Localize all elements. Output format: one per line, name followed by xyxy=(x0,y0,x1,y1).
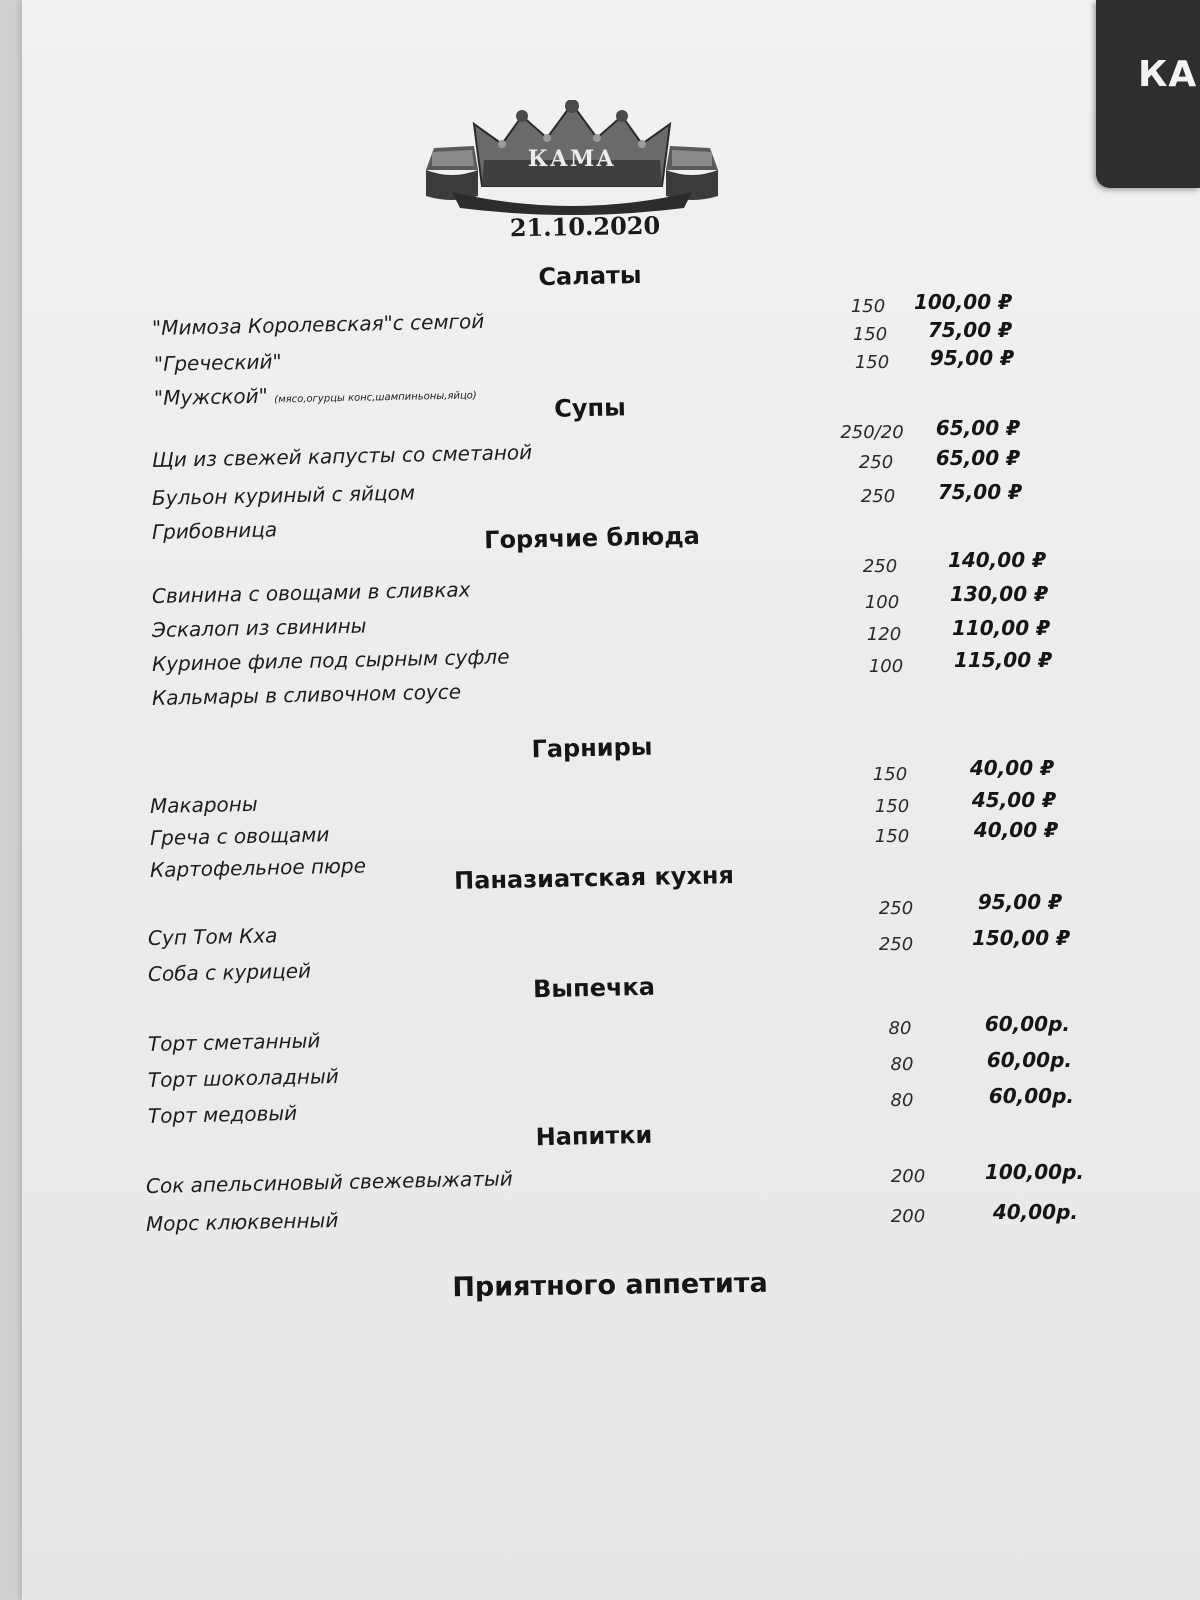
item-name: "Мужской" xyxy=(153,383,269,410)
item-name: Свинина с овощами в сливках xyxy=(151,577,471,608)
item-weight: 100 xyxy=(868,656,904,677)
item-name: Щи из свежей капусты со сметаной xyxy=(151,440,533,472)
section-heading: Супы xyxy=(553,393,627,423)
item-price: 140,00 ₽ xyxy=(947,548,1046,572)
item-weight: 200 xyxy=(890,1166,926,1187)
item-name: Торт сметанный xyxy=(147,1028,321,1056)
item-note: (мясо,огурцы конс,шампиньоны,яйцо) xyxy=(274,390,477,406)
corner-sign-text: КА xyxy=(1138,54,1198,95)
item-price: 115,00 ₽ xyxy=(953,648,1052,672)
item-name: Суп Том Кха xyxy=(147,923,278,950)
item-price: 40,00р. xyxy=(992,1200,1078,1224)
item-name: Бульон куриный с яйцом xyxy=(151,480,416,510)
section-heading: Горячие блюда xyxy=(483,521,701,555)
item-name: Сок апельсиновый свежевыжатый xyxy=(145,1166,513,1198)
item-name: "Греческий" xyxy=(153,349,282,376)
item-price: 65,00 ₽ xyxy=(935,416,1020,440)
item-name: Картофельное пюре xyxy=(149,853,367,882)
item-price: 40,00 ₽ xyxy=(973,818,1058,842)
item-price: 40,00 ₽ xyxy=(969,756,1054,780)
item-price: 95,00 ₽ xyxy=(977,890,1062,914)
item-name: Кальмары в сливочном соусе xyxy=(151,679,462,710)
item-weight: 100 xyxy=(864,592,900,613)
item-name: "Мимоза Королевская"с семгой xyxy=(151,309,485,340)
item-weight: 120 xyxy=(866,624,902,645)
item-weight: 250/20 xyxy=(840,422,904,443)
item-name: Торт шоколадный xyxy=(147,1064,339,1092)
section-heading: Напитки xyxy=(535,1120,653,1152)
footer-greeting: Приятного аппетита xyxy=(452,1267,768,1304)
item-price: 75,00 ₽ xyxy=(937,480,1022,504)
item-price: 75,00 ₽ xyxy=(927,318,1012,342)
item-price: 95,00 ₽ xyxy=(929,346,1014,370)
logo-text: КАМА xyxy=(527,146,617,172)
item-weight: 250 xyxy=(862,556,898,577)
item-price: 65,00 ₽ xyxy=(935,446,1020,470)
item-name: Торт медовый xyxy=(147,1100,298,1128)
corner-sign xyxy=(1096,0,1200,188)
item-price: 110,00 ₽ xyxy=(951,616,1050,640)
item-price: 100,00 ₽ xyxy=(913,290,1012,314)
item-name: Морс клюквенный xyxy=(145,1207,339,1236)
menu-date: 21.10.2020 xyxy=(509,210,661,243)
item-price: 60,00р. xyxy=(988,1084,1074,1108)
item-price: 130,00 ₽ xyxy=(949,582,1048,606)
item-price: 150,00 ₽ xyxy=(971,926,1070,950)
logo-wrap xyxy=(422,100,722,216)
section-heading: Паназиатская кухня xyxy=(453,861,735,895)
item-weight: 80 xyxy=(890,1090,914,1111)
item-weight: 150 xyxy=(850,296,886,317)
item-weight: 250 xyxy=(878,898,914,919)
item-price: 60,00р. xyxy=(984,1012,1070,1036)
item-weight: 250 xyxy=(858,452,894,473)
item-weight: 80 xyxy=(888,1018,912,1039)
item-weight: 80 xyxy=(890,1054,914,1075)
item-weight: 150 xyxy=(874,826,910,847)
item-weight: 200 xyxy=(890,1206,926,1227)
item-price: 45,00 ₽ xyxy=(971,788,1056,812)
item-name: Соба с курицей xyxy=(147,958,312,986)
item-name: Грибовница xyxy=(151,517,278,544)
item-weight: 250 xyxy=(860,486,896,507)
item-name: Греча с овощами xyxy=(149,822,330,850)
item-name: Макароны xyxy=(149,791,258,818)
item-name: Эскалоп из свинины xyxy=(151,613,367,642)
section-heading: Выпечка xyxy=(532,972,656,1004)
item-weight: 150 xyxy=(874,796,910,817)
item-name: Куриное филе под сырным суфле xyxy=(151,644,510,676)
item-price: 100,00р. xyxy=(984,1160,1084,1184)
item-weight: 150 xyxy=(854,352,890,373)
item-price: 60,00р. xyxy=(986,1048,1072,1072)
item-weight: 150 xyxy=(872,764,908,785)
item-weight: 150 xyxy=(852,324,888,345)
section-heading: Салаты xyxy=(538,260,642,292)
section-heading: Гарниры xyxy=(531,732,653,764)
item-weight: 250 xyxy=(878,934,914,955)
